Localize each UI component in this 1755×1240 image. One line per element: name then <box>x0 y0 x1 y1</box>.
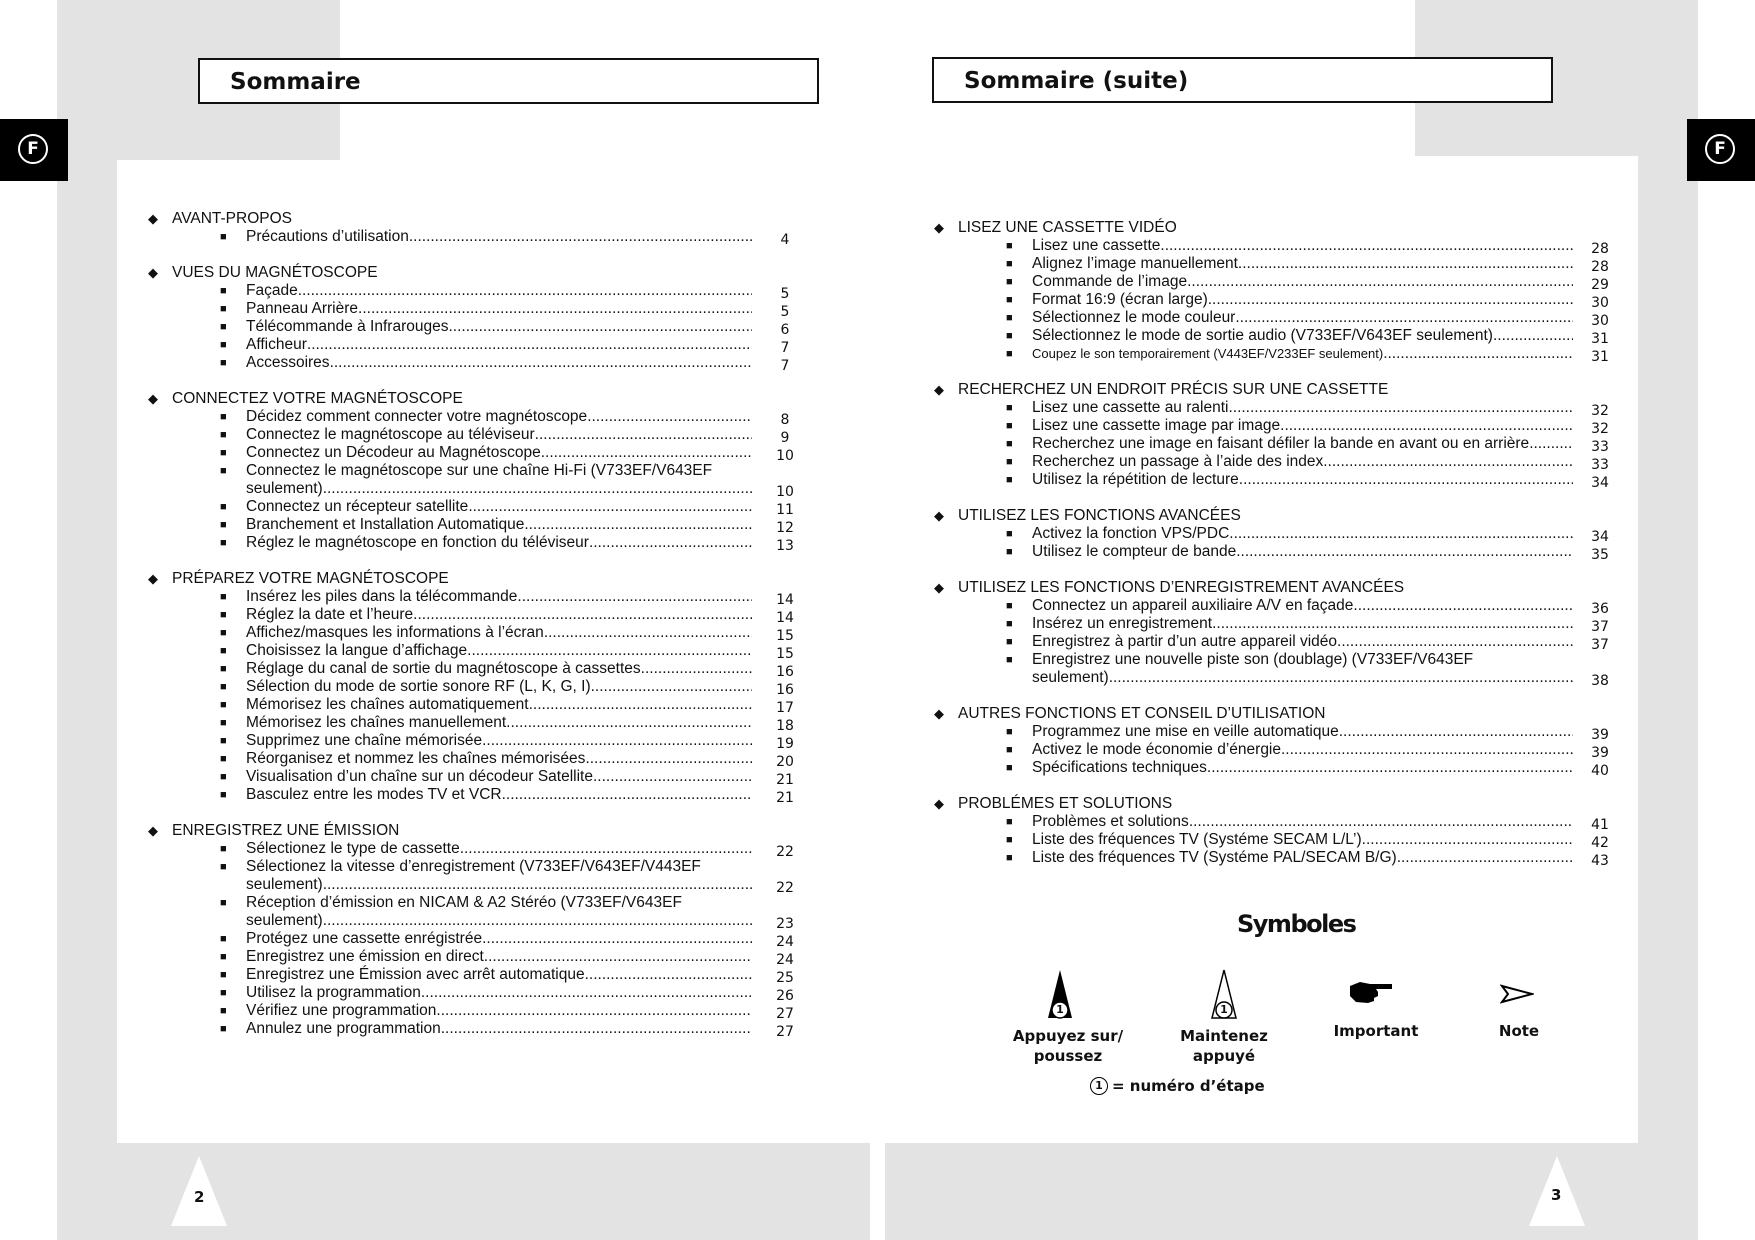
toc-entry <box>934 453 1609 471</box>
toc-section-title: ◆ PRÉPAREZ VOTRE MAGNÉTOSCOPE <box>148 570 806 588</box>
toc-page-number: 35 <box>1591 547 1609 563</box>
toc-entry-text: ■ Insérez les piles dans la télécommande <box>246 588 518 605</box>
leader-dots <box>585 966 752 984</box>
toc-entry <box>934 417 1609 435</box>
toc-entry <box>148 282 806 300</box>
toc-section <box>148 390 806 552</box>
toc-page-number: 27 <box>776 1006 794 1022</box>
left-title-box <box>198 58 819 104</box>
toc-entry-text: ■ Basculez entre les modes TV et VCR <box>246 786 502 803</box>
leader-dots <box>413 606 752 624</box>
toc-entry-text: ■ Précautions d’utilisation <box>246 228 409 245</box>
toc-entry-text: ■ Panneau Arrière <box>246 300 359 317</box>
language-tab-right <box>1687 119 1755 181</box>
toc-right-column <box>934 219 1609 867</box>
leader-dots <box>460 840 752 858</box>
toc-entry <box>934 723 1609 741</box>
hold-arrow-icon <box>1208 968 1240 1020</box>
toc-entry <box>148 948 806 966</box>
toc-section <box>934 579 1609 687</box>
toc-entry-text: ■ Connectez un Décodeur au Magnétoscope <box>246 444 541 461</box>
toc-entry-text: ■ Connectez un récepteur satellite <box>246 498 469 515</box>
toc-entry-text: ■ Problèmes et solutions <box>1032 813 1189 830</box>
toc-entry-text: ■ Afficheur <box>246 336 307 353</box>
toc-entry-text: ■ Protégez une cassette enrégistrée <box>246 930 483 947</box>
toc-page-number: 43 <box>1591 853 1609 869</box>
symbols-title: Symboles <box>1237 910 1356 938</box>
toc-section-title: ◆ AVANT-PROPOS <box>148 210 806 228</box>
toc-entry <box>148 624 806 642</box>
leader-dots <box>1339 723 1573 741</box>
toc-entry <box>934 831 1609 849</box>
toc-entry-text: ■ Activez la fonction VPS/PDC <box>1032 525 1230 542</box>
toc-entry <box>934 327 1609 345</box>
toc-entry <box>934 633 1609 651</box>
toc-section <box>148 264 806 372</box>
leader-dots <box>1280 417 1573 435</box>
toc-page-number: 9 <box>780 430 790 446</box>
toc-entry <box>148 930 806 948</box>
toc-entry-text-continued: seulement) <box>246 912 323 929</box>
toc-page-number: 5 <box>780 286 790 302</box>
toc-page-number: 31 <box>1591 331 1609 347</box>
toc-page-number: 13 <box>776 538 794 554</box>
toc-page-number: 26 <box>776 988 794 1004</box>
toc-page-number: 36 <box>1591 601 1609 617</box>
leader-dots <box>482 732 752 750</box>
toc-page-number: 27 <box>776 1024 794 1040</box>
toc-entry-text: ■ Accessoires <box>246 354 330 371</box>
leader-dots <box>587 408 752 426</box>
toc-entry <box>934 543 1609 561</box>
toc-entry <box>148 678 806 696</box>
toc-section-title: ◆ CONNECTEZ VOTRE MAGNÉTOSCOPE <box>148 390 806 408</box>
leader-dots <box>1239 471 1573 489</box>
toc-entry-text: ■ Enregistrez à partir d’un autre appareil vidéo <box>1032 633 1338 650</box>
toc-entry-text: ■ Insérez un enregistrement <box>1032 615 1213 632</box>
toc-entry-text: ■ Recherchez un passage à l’aide des index <box>1032 453 1324 470</box>
leader-dots <box>448 318 752 336</box>
toc-entry <box>148 606 806 624</box>
leader-dots <box>541 444 752 462</box>
toc-entry <box>148 300 806 318</box>
toc-page-number: 20 <box>776 754 794 770</box>
toc-entry <box>148 516 806 534</box>
toc-entry-text-continued: seulement) <box>1032 669 1109 686</box>
toc-entry <box>148 588 806 606</box>
toc-entry-text: ■ Sélection du mode de sortie sonore RF (L, K, G, I) <box>246 678 591 695</box>
toc-page-number: 7 <box>780 358 790 374</box>
toc-entry <box>148 660 806 678</box>
leader-dots <box>535 426 752 444</box>
leader-dots <box>506 714 752 732</box>
toc-page-number: 37 <box>1591 619 1609 635</box>
toc-entry <box>148 732 806 750</box>
right-gray-edge <box>1638 156 1698 1143</box>
leader-dots <box>421 984 752 1002</box>
toc-entry <box>148 714 806 732</box>
toc-entry-text: ■ Format 16:9 (écran large) <box>1032 291 1208 308</box>
toc-entry-text: ■ Enregistrez une émission en direct <box>246 948 484 965</box>
toc-page-number: 15 <box>776 646 794 662</box>
toc-page-number: 7 <box>780 340 790 356</box>
toc-page-number: 28 <box>1591 259 1609 275</box>
page-title-continued: Sommaire (suite) <box>964 68 1189 94</box>
toc-section <box>148 570 806 804</box>
leader-dots <box>1109 669 1573 687</box>
toc-page-number: 15 <box>776 628 794 644</box>
toc-section-title: ◆ PROBLÉMES ET SOLUTIONS <box>934 795 1609 813</box>
leader-dots <box>529 696 752 714</box>
toc-page-number: 41 <box>1591 817 1609 833</box>
toc-entry-text: ■ Annulez une programmation <box>246 1020 441 1037</box>
toc-page-number: 14 <box>776 610 794 626</box>
toc-page-number: 4 <box>780 232 790 248</box>
toc-entry <box>934 813 1609 831</box>
toc-page-number: 6 <box>780 322 790 338</box>
toc-section-title: ◆ UTILISEZ LES FONCTIONS D’ENREGISTREMENT AVANCÉES <box>934 579 1609 597</box>
toc-entry <box>934 255 1609 273</box>
leader-dots <box>1529 435 1573 453</box>
toc-entry-text: ■ Programmez une mise en veille automatique <box>1032 723 1339 740</box>
toc-page-number: 16 <box>776 682 794 698</box>
press-arrow-icon <box>1044 968 1076 1020</box>
leader-dots <box>323 876 752 894</box>
leader-dots <box>330 354 752 372</box>
note-pencil-icon <box>1500 984 1534 1004</box>
toc-section <box>148 210 806 246</box>
toc-page-number: 22 <box>776 880 794 896</box>
leader-dots <box>1228 399 1573 417</box>
leader-dots <box>484 948 752 966</box>
toc-entry <box>148 1002 806 1020</box>
toc-entry-text: ■ Réglez le magnétoscope en fonction du téléviseur <box>246 534 589 551</box>
important-label: Important <box>1333 1022 1419 1040</box>
toc-page-number: 40 <box>1591 763 1609 779</box>
toc-entry-text: ■ Branchement et Installation Automatique <box>246 516 525 533</box>
toc-entry-text: ■ Télécommande à Infrarouges <box>246 318 449 335</box>
toc-entry-text: ■ Lisez une cassette image par image <box>1032 417 1281 434</box>
step-legend <box>1090 1076 1265 1096</box>
toc-entry <box>934 759 1609 777</box>
toc-entry <box>934 237 1609 255</box>
toc-entry <box>148 462 806 498</box>
leader-dots <box>1236 543 1573 561</box>
toc-entry-text: ■ Sélectionez le type de cassette <box>246 840 460 857</box>
toc-entry <box>148 426 806 444</box>
toc-page-number: 17 <box>776 700 794 716</box>
toc-page-number: 33 <box>1591 439 1609 455</box>
toc-entry-text: ■ Recherchez une image en faisant défiler la bande en avant ou en arrière <box>1032 435 1530 452</box>
toc-entry-text: ■ Utilisez la répétition de lecture <box>1032 471 1239 488</box>
toc-entry-text: ■ Sélectionnez le mode couleur <box>1032 309 1236 326</box>
toc-entry <box>148 354 806 372</box>
toc-page-number: 18 <box>776 718 794 734</box>
toc-section <box>934 795 1609 867</box>
toc-section-title: ◆ RECHERCHEZ UN ENDROIT PRÉCIS SUR UNE CASSETTE <box>934 381 1609 399</box>
toc-entry-text: ■ Sélectionnez le mode de sortie audio (V733EF/V643EF seulement) <box>1032 327 1493 344</box>
toc-entry-text: ■ Utilisez le compteur de bande <box>1032 543 1237 560</box>
toc-entry <box>934 273 1609 291</box>
toc-entry-text: ■ Décidez comment connecter votre magnétoscope <box>246 408 588 425</box>
toc-entry <box>934 471 1609 489</box>
toc-entry-text: ■ Lisez une cassette au ralenti <box>1032 399 1229 416</box>
leader-dots <box>1187 273 1573 291</box>
toc-entry-text: ■ Façade <box>246 282 298 299</box>
toc-entry-text: ■ Réglage du canal de sortie du magnétoscope à cassettes <box>246 660 641 677</box>
toc-entry <box>934 345 1609 363</box>
toc-entry-text: ■ Supprimez une chaîne mémorisée <box>246 732 483 749</box>
toc-left-column <box>148 210 806 1038</box>
left-gray-edge <box>57 160 117 1143</box>
toc-entry <box>934 291 1609 309</box>
toc-page-number: 31 <box>1591 349 1609 365</box>
leader-dots <box>467 642 752 660</box>
toc-page-number: 39 <box>1591 745 1609 761</box>
hold-label: Maintenez appuyé <box>1180 1027 1268 1065</box>
leader-dots <box>468 498 752 516</box>
step-number-marker: 1 <box>1220 1003 1228 1016</box>
toc-entry-text: ■ Connectez le magnétoscope au téléviseur <box>246 426 535 443</box>
toc-page-number: 25 <box>776 970 794 986</box>
toc-entry <box>148 444 806 462</box>
toc-entry-text: ■ Sélectionez la vitesse d’enregistrement (V733EF/V643EF/V443EF <box>246 858 701 875</box>
language-tab-left <box>0 119 68 181</box>
toc-page-number: 19 <box>776 736 794 752</box>
toc-entry <box>148 642 806 660</box>
toc-page-number: 32 <box>1591 421 1609 437</box>
toc-entry-text: ■ Choisissez la langue d’affichage <box>246 642 468 659</box>
step-circle-icon: 1 <box>1090 1077 1108 1095</box>
leader-dots <box>1207 759 1573 777</box>
toc-entry <box>934 399 1609 417</box>
leader-dots <box>1160 237 1573 255</box>
toc-entry-text: ■ Connectez un appareil auxiliaire A/V en façade <box>1032 597 1354 614</box>
step-number-marker: 1 <box>1056 1003 1064 1016</box>
toc-entry <box>148 336 806 354</box>
toc-entry-text: ■ Réglez la date et l’heure <box>246 606 414 623</box>
toc-section <box>148 822 806 1038</box>
toc-entry-text: ■ Visualisation d’un chaîne sur un décodeur Satellite <box>246 768 593 785</box>
toc-entry-text: ■ Connectez le magnétoscope sur une chaîne Hi-Fi (V733EF/V643EF <box>246 462 713 479</box>
toc-entry-text: ■ Commande de l’image <box>1032 273 1188 290</box>
toc-page-number: 32 <box>1591 403 1609 419</box>
toc-entry-text: ■ Lisez une cassette <box>1032 237 1161 254</box>
toc-entry-text: ■ Liste des fréquences TV (Systéme SECAM L/L’) <box>1032 831 1362 848</box>
toc-entry-text-continued: seulement) <box>246 876 323 893</box>
leader-dots <box>1189 813 1573 831</box>
toc-entry-text: ■ Enregistrez une Émission avec arrêt automatique <box>246 966 585 983</box>
leader-dots <box>1337 633 1573 651</box>
toc-page-number: 34 <box>1591 475 1609 491</box>
leader-dots <box>517 588 752 606</box>
leader-dots <box>1383 345 1573 363</box>
toc-entry-text: ■ Affichez/masques les informations à l’écran <box>246 624 544 641</box>
toc-page-number: 24 <box>776 934 794 950</box>
toc-entry <box>148 966 806 984</box>
toc-entry <box>148 696 806 714</box>
toc-section <box>934 705 1609 777</box>
toc-entry-text: ■ Utilisez la programmation <box>246 984 421 1001</box>
toc-section-title: ◆ VUES DU MAGNÉTOSCOPE <box>148 264 806 282</box>
toc-entry-text: ■ Réception d’émission en NICAM & A2 Stéréo (V733EF/V643EF <box>246 894 682 911</box>
toc-page-number: 14 <box>776 592 794 608</box>
leader-dots <box>591 678 752 696</box>
pointing-hand-icon <box>1348 978 1396 1006</box>
leader-dots <box>323 912 752 930</box>
leader-dots <box>1238 255 1573 273</box>
toc-page-number: 38 <box>1591 673 1609 689</box>
leader-dots <box>1362 831 1573 849</box>
toc-entry <box>148 858 806 894</box>
toc-page-number: 21 <box>776 790 794 806</box>
press-label: Appuyez sur/ poussez <box>1012 1027 1124 1065</box>
toc-entry <box>148 318 806 336</box>
leader-dots <box>298 282 752 300</box>
leader-dots <box>307 336 752 354</box>
toc-entry-text: ■ Réorganisez et nommez les chaînes mémorisées <box>246 750 586 767</box>
toc-entry <box>934 849 1609 867</box>
toc-page-number: 29 <box>1591 277 1609 293</box>
toc-entry-text: ■ Coupez le son temporairement (V443EF/V233EF seulement) <box>1032 346 1384 361</box>
leader-dots <box>589 534 752 552</box>
toc-page-number: 16 <box>776 664 794 680</box>
toc-page-number: 42 <box>1591 835 1609 851</box>
toc-entry <box>148 786 806 804</box>
toc-page-number: 11 <box>776 502 794 518</box>
toc-page-number: 12 <box>776 520 794 536</box>
toc-entry-text: ■ Alignez l’image manuellement <box>1032 255 1238 272</box>
toc-section-title: ◆ AUTRES FONCTIONS ET CONSEIL D’UTILISATION <box>934 705 1609 723</box>
leader-dots <box>1397 849 1573 867</box>
toc-entry-text: ■ Activez le mode économie d’énergie <box>1032 741 1281 758</box>
toc-page-number: 24 <box>776 952 794 968</box>
toc-entry <box>934 597 1609 615</box>
toc-page-number: 30 <box>1591 313 1609 329</box>
leader-dots <box>1493 327 1573 345</box>
leader-dots <box>482 930 752 948</box>
leader-dots <box>441 1020 752 1038</box>
toc-page-number: 8 <box>780 412 790 428</box>
toc-page-number: 39 <box>1591 727 1609 743</box>
toc-entry <box>148 768 806 786</box>
toc-entry-text: ■ Mémorisez les chaînes manuellement <box>246 714 507 731</box>
leader-dots <box>585 750 752 768</box>
toc-entry-text: ■ Vérifiez une programmation <box>246 1002 437 1019</box>
toc-page-number: 10 <box>776 448 794 464</box>
step-legend-text: = numéro d’étape <box>1112 1077 1265 1095</box>
leader-dots <box>641 660 752 678</box>
toc-entry <box>934 741 1609 759</box>
page-number-right: 3 <box>1551 1186 1562 1204</box>
leader-dots <box>409 228 752 246</box>
toc-page-number: 34 <box>1591 529 1609 545</box>
toc-section <box>934 507 1609 561</box>
toc-entry-text: ■ Mémorisez les chaînes automatiquement <box>246 696 529 713</box>
leader-dots <box>1229 525 1573 543</box>
leader-dots <box>436 1002 752 1020</box>
toc-entry-text: ■ Spécifications techniques <box>1032 759 1207 776</box>
toc-section <box>934 219 1609 363</box>
toc-page-number: 21 <box>776 772 794 788</box>
toc-page-number: 37 <box>1591 637 1609 653</box>
toc-entry <box>148 498 806 516</box>
toc-entry <box>934 651 1609 687</box>
toc-entry <box>148 840 806 858</box>
toc-entry-text-continued: seulement) <box>246 480 323 497</box>
toc-section <box>934 381 1609 489</box>
toc-entry <box>934 309 1609 327</box>
toc-entry-text: ■ Enregistrez une nouvelle piste son (doublage) (V733EF/V643EF <box>1032 651 1474 668</box>
page-title: Sommaire <box>230 69 361 95</box>
toc-entry <box>148 228 806 246</box>
leader-dots <box>1353 597 1573 615</box>
toc-entry <box>148 408 806 426</box>
leader-dots <box>358 300 752 318</box>
leader-dots <box>544 624 752 642</box>
toc-page-number: 10 <box>776 484 794 500</box>
toc-entry <box>934 525 1609 543</box>
toc-page-number: 33 <box>1591 457 1609 473</box>
leader-dots <box>1281 741 1573 759</box>
leader-dots <box>1212 615 1573 633</box>
toc-entry <box>148 984 806 1002</box>
leader-dots <box>502 786 752 804</box>
toc-page-number: 30 <box>1591 295 1609 311</box>
toc-entry <box>148 534 806 552</box>
leader-dots <box>1323 453 1573 471</box>
leader-dots <box>1235 309 1573 327</box>
toc-page-number: 22 <box>776 844 794 860</box>
page-number-left: 2 <box>194 1188 205 1206</box>
toc-entry-text: ■ Liste des fréquences TV (Systéme PAL/SECAM B/G) <box>1032 849 1397 866</box>
toc-entry <box>148 750 806 768</box>
toc-page-number: 28 <box>1591 241 1609 257</box>
right-title-box <box>932 57 1553 103</box>
toc-section-title: ◆ LISEZ UNE CASSETTE VIDÉO <box>934 219 1609 237</box>
toc-page-number: 5 <box>780 304 790 320</box>
leader-dots <box>323 480 752 498</box>
toc-entry <box>934 435 1609 453</box>
leader-dots <box>1208 291 1573 309</box>
note-label: Note <box>1498 1022 1540 1040</box>
toc-section-title: ◆ ENREGISTREZ UNE ÉMISSION <box>148 822 806 840</box>
toc-entry <box>148 1020 806 1038</box>
language-badge: F <box>18 134 48 164</box>
toc-section-title: ◆ UTILISEZ LES FONCTIONS AVANCÉES <box>934 507 1609 525</box>
leader-dots <box>524 516 752 534</box>
toc-page-number: 23 <box>776 916 794 932</box>
toc-entry <box>934 615 1609 633</box>
leader-dots <box>593 768 752 786</box>
toc-entry <box>148 894 806 930</box>
language-badge: F <box>1705 134 1735 164</box>
